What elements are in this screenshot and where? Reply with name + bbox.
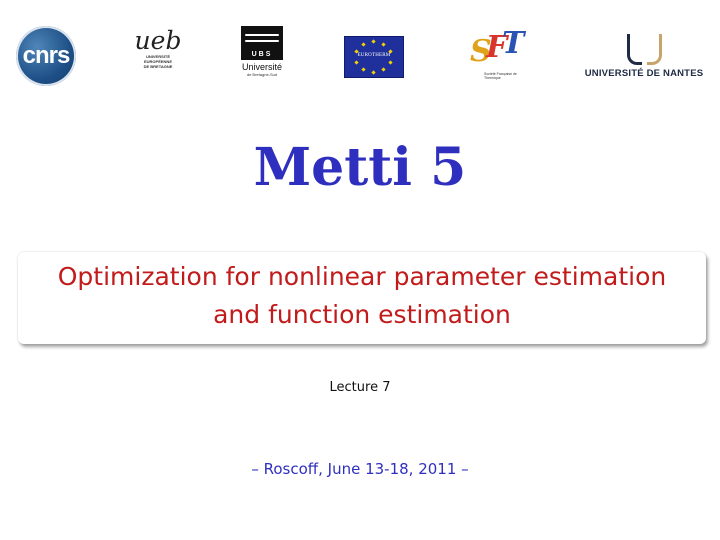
subtitle-line: Optimization for nonlinear parameter estimation: [57, 262, 667, 291]
subtitle-box: [18, 252, 706, 344]
ubs-logo-mark: [241, 26, 283, 60]
ueb-logo-line: DE BRETAGNE: [143, 64, 173, 69]
venue-date: – Roscoff, June 13-18, 2011 –: [251, 460, 469, 478]
subtitle-line: and function estimation: [213, 300, 511, 329]
presentation-title: Metti 5: [253, 137, 467, 198]
ubs-logo-line: de Bretagne-Sud: [246, 72, 278, 77]
lecture-label: Lecture 7: [329, 380, 391, 395]
ubs-logo-box-text: UBS: [251, 51, 273, 58]
ubs-logo-line: Université: [241, 62, 282, 72]
ueb-logo-line: EUROPÉENNE: [143, 59, 172, 64]
ueb-logo: [130, 28, 186, 88]
ueb-logo-line: UNIVERSITÉ: [145, 54, 170, 59]
nantes-logo-text: UNIVERSITÉ DE NANTES: [584, 68, 704, 79]
cnrs-logo-text: cnrs: [22, 42, 70, 69]
eurotherm-logo-text: EUROTHERM: [357, 53, 391, 58]
eurotherm-logo: [344, 36, 404, 78]
sft-logo-caption: Société Française de Thermique: [484, 72, 517, 80]
nantes-logo: [582, 34, 706, 86]
cnrs-logo: [16, 26, 76, 86]
sft-logo: S F T Société Française de Thermique: [470, 26, 525, 80]
ueb-logo-mark: ueb: [134, 26, 182, 55]
logo-bar: [0, 0, 720, 100]
ubs-logo: [238, 26, 286, 86]
nantes-logo-mark: [623, 34, 665, 64]
